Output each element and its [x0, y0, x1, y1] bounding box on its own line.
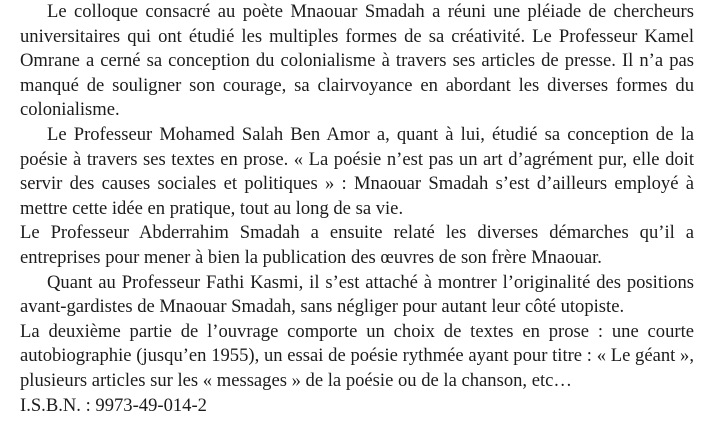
paragraph-colloque: Le colloque consacré au poète Mnaouar Smadah a réuni une pléiade de chercheurs universitaires qui ont étudié les multiples formes de sa créativité. Le Professeur Kamel Omrane a cerné sa conception du colonialisme à travers ses articles de presse. Il n’a pas manqué de souligner son courage, sa clairvoyance en abordant les diverses formes du colonialisme. [20, 1, 694, 121]
isbn-line: I.S.B.N. : 9973-49-014-2 [20, 394, 207, 416]
paragraph-ben-amor: Le Professeur Mohamed Salah Ben Amor a, quant à lui, étudié sa conception de la poésie à travers ses textes en prose. « La poésie n’est pas un art d’agrément pur, elle doit servir des causes sociales et politiques » : Mnaouar Smadah s’est d’ailleurs employé à mettre cette idée en pratique, tout au long de sa vie. [20, 123, 694, 219]
paragraph-abderrahim-smadah: Le Professeur Abderrahim Smadah a ensuite relaté les diverses démarches qu’il a entreprises pour mener à bien la publication des œuvres de son frère Mnaouar. [20, 222, 694, 268]
paragraph-deuxieme-partie: La deuxième partie de l’ouvrage comporte un choix de textes en prose : une courte autobiographie (jusqu’en 1955), un essai de poésie rythmée ayant pour titre : « Le géant », plusieurs articles sur les « messages » de la poésie ou de la chanson, etc… [20, 320, 694, 391]
document-page [20, 0, 694, 418]
paragraph-fathi-kasmi: Quant au Professeur Fathi Kasmi, il s’est attaché à montrer l’originalité des positions avant-gardistes de Mnaouar Smadah, sans négliger pour autant leur côté utopiste. [20, 271, 694, 318]
